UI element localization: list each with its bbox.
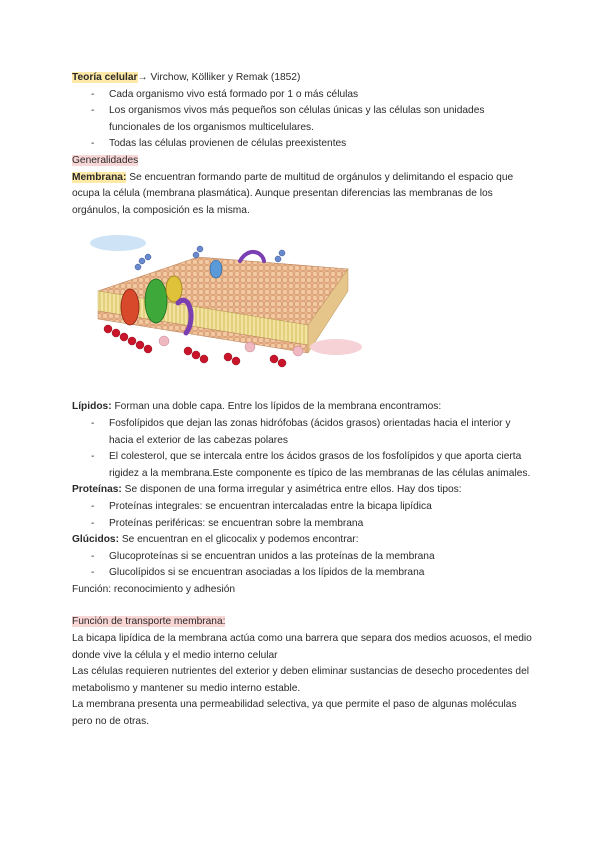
list-item: - Glucoproteínas si se encuentran unidos a las proteínas de la membrana <box>72 549 532 566</box>
inside-label-bubble <box>310 339 362 355</box>
membrana-label: Membrana: <box>72 171 127 183</box>
integral-protein-green <box>145 279 167 323</box>
membrane-diagram <box>78 229 368 387</box>
integral-protein-red <box>121 289 139 325</box>
teoria-list <box>72 87 532 153</box>
list-item: - El colesterol, que se intercala entre los ácidos grasos de los fosfolípidos y que aporta cierta rigidez a la membrana.Este componente es típico de las membranas de las células animales. <box>72 449 532 482</box>
outside-label-bubble <box>90 235 146 251</box>
membrane-illustration <box>78 229 368 387</box>
proteinas-list <box>72 499 532 532</box>
glycolipid-chain <box>240 252 264 261</box>
glucidos-text: Se encuentran en el glicocalix y podemos encontrar: <box>118 534 359 546</box>
integral-protein-yellow <box>166 276 182 302</box>
list-item: - Glucolípidos si se encuentran asociadas a los lípidos de la membrana <box>72 565 532 582</box>
list-item: - Los organismos vivos más pequeños son células únicas y las células son unidades funcionales de los organismos multicelulares. <box>72 103 532 136</box>
proteinas-label: Proteínas: <box>72 484 122 496</box>
transporte-paragraph: La membrana presenta una permeabilidad selectiva, ya que permite el paso de algunas moléculas pero no de otras. <box>72 699 517 728</box>
generalidades-heading: Generalidades <box>72 154 139 166</box>
transporte-paragraph: La bicapa lipídica de la membrana actúa como una barrera que separa dos medios acuosos, el medio donde vive la célula y el medio interno celular <box>72 633 532 661</box>
teoria-authors: Virchow, Kölliker y Remak (1852) <box>147 72 301 83</box>
teoria-title: Teoría celular <box>72 72 138 83</box>
proteinas-text: Se disponen de una forma irregular y asimétrica entre ellos. Hay dos tipos: <box>121 484 462 496</box>
list-item: - Proteínas integrales: se encuentran intercaladas entre la bicapa lipídica <box>72 499 532 516</box>
membrana-text: Se encuentran formando parte de multitud de orgánulos y delimitando el espacio que ocupa la célula (membrana plasmática). Aunque presentan diferencias las membranas de los orgánulos, la composición es la misma. <box>72 171 514 216</box>
lipidos-label: Lípidos: <box>72 401 112 413</box>
transporte-paragraph: Las células requieren nutrientes del exterior y deben eliminar sustancias de desecho procedentes del metabolismo y mantener su medio interno estable. <box>72 666 530 694</box>
glucidos-list <box>72 549 532 582</box>
funcion-line: Función: reconocimiento y adhesión <box>72 583 236 595</box>
list-item: - Cada organismo vivo está formado por 1 o más células <box>72 87 532 104</box>
arrow-symbol: → <box>137 72 148 83</box>
list-item: - Fosfolípidos que dejan las zonas hidrófobas (ácidos grasos) orientadas hacia el interior y hacia el exterior de las cabezas polares <box>72 416 532 449</box>
lipidos-text: Forman una doble capa. Entre los lípidos de la membrana encontramos: <box>111 401 442 413</box>
lipidos-list <box>72 416 532 482</box>
list-item: - Proteínas periféricas: se encuentran sobre la membrana <box>72 516 532 533</box>
membrana-paragraph <box>72 170 532 220</box>
protein-blue <box>210 260 222 278</box>
document-page <box>72 70 532 731</box>
glucidos-label: Glúcidos: <box>72 534 119 546</box>
list-item: - Todas las células provienen de células preexistentes <box>72 136 532 153</box>
transporte-heading: Función de transporte membrana: <box>72 616 226 628</box>
teoria-heading <box>72 70 532 87</box>
